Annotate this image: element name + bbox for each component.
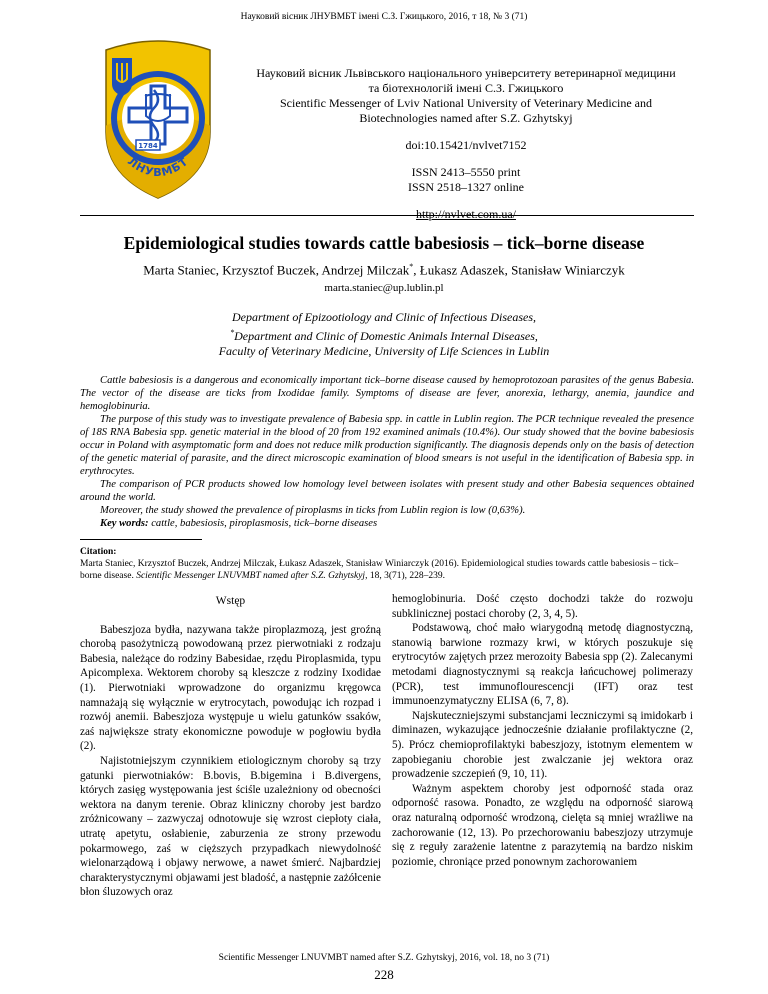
citation [80, 546, 694, 582]
journal-name-ua-2: та біотехнологій імені С.З. Гжицького [368, 81, 564, 95]
keywords [80, 517, 694, 530]
citation-body [80, 558, 694, 582]
body-right-p2: Najskuteczniejszymi substancjami leczniczymi są imidokarb i diminazen, wykazujące jednocześnie działanie profilaktyczne (2, 5). Prócz chemioprofilaktyki babeszjozy, istotnym elementem w zapobieganiu chorobie jest zwalczanie jej wektora oraz prowadzenie szczepień (9, 10, 11). [392, 709, 693, 781]
left-column [80, 592, 381, 900]
abstract-p4: Moreover, the study showed the prevalence of piroplasms in ticks from Lublin region is low (0,63%). [100, 505, 526, 516]
body-left-p1: Babeszjoza bydła, nazywana także piroplazmozą, jest groźną chorobą pasożytniczą powodowaną przez pierwotniaki z rodzaju Babesia, należące do rodziny Babesidae, rzędu Piroplasmida, typu Apicomplexa. Wektorem choroby są kleszcze z rodziny Ixodidae (1). Pierwotniaki wprowadzone do organizmu kręgowca namnażają się wyłącznie w erytrocytach, powodując ich rozpad i rozwój anemii. Babeszjoza występuje u wielu gatunków ssaków, zaś największe straty ekonomiczne powoduje w pogłowiu bydła (2). [80, 623, 381, 753]
header-divider [80, 215, 694, 216]
authors [60, 262, 708, 278]
journal-name-ua-1: Науковий вісник Львівського національного університету ветеринарної медицини [256, 66, 676, 80]
body-right-p1: Podstawową, choć mało wiarygodną metodę diagnostyczną, stanowią barwione rozmazy krwi, w których poszukuje się erytrocytów zajętych przez merozoity Babesia spp (2). Zalecanymi metodami diagnostycznymi są reakcja łańcuchowej polimerazy (PCR), test immunoflourescencji (IFT) oraz test immunoenzymatyczny ELISA (6, 7, 8). [392, 622, 693, 708]
journal-url-link[interactable]: http://nvlvet.com.ua/ [416, 207, 516, 221]
author-email: marta.staniec@up.lublin.pl [324, 282, 444, 294]
running-header: Науковий вісник ЛНУВМБТ імені С.З. Гжицького, 2016, т 18, № 3 (71) [240, 12, 528, 22]
body-right-p3: Ważnym aspektem choroby jest odporność stada oraz odporność rasowa. Ponadto, ze względu na odporność siarową oraz naturalną odporność wrodzoną, cielęta są mniej wrażliwe na zachorowanie (12, 13). Po przechorowaniu babeszjozy utrzymuje się z reguły zarażenie latentne z parazytemią na bardzo niskim poziomie, chroniące przed ponownym zachorowaniem [392, 782, 693, 868]
authors-sup: * [409, 262, 414, 271]
authors-part2: , Łukasz Adaszek, Stanisław Winiarczyk [413, 262, 625, 278]
affiliation-2-text: Department and Clinic of Domestic Animals Internal Diseases, [234, 329, 538, 343]
affiliation-2 [60, 325, 708, 344]
keywords-text: cattle, babesiosis, piroplasmosis, tick–borne diseases [148, 518, 378, 529]
citation-label: Citation: [80, 547, 117, 557]
logo-year: 1784 [138, 142, 158, 150]
article-title: Epidemiological studies towards cattle babesiosis – tick–borne disease [123, 233, 645, 253]
university-logo [98, 36, 218, 202]
issn-online: ISSN 2518–1327 online [407, 180, 524, 194]
journal-name-en-2: Biotechnologies named after S.Z. Gzhytskyj [359, 111, 573, 125]
journal-info [236, 66, 696, 222]
citation-journal: Scientific Messenger LNUVMBT named after S.Z. Gzhytskyj [136, 571, 366, 581]
authors-part1: Marta Staniec, Krzysztof Buczek, Andrzej Milczak [143, 262, 410, 278]
page-footer: Scientific Messenger LNUVMBT named after S.Z. Gzhytskyj, 2016, vol. 18, no 3 (71) [218, 953, 550, 963]
affiliations [60, 310, 708, 359]
footnote-divider [80, 539, 202, 540]
affiliation-2-sup: * [230, 328, 235, 337]
abstract-p1: Cattle babesiosis is a dangerous and economically important tick–borne disease caused by hemoprotozoan parasites of the genus Babesia. The vector of the disease are ticks from Ixodidae family. Symptoms of disease are fever, anorexia, lethargy, anemia, jaundice and hemoglobinuria. [80, 375, 694, 412]
body-right-p0: hemoglobinuria. Dość często dochodzi także do rozwoju subklinicznej postaci choroby (2, 3, 4, 5). [392, 593, 693, 620]
abstract-p3: The comparison of PCR products showed low homology level between isolates with present study and other Babesia sequences obtained around the world. [80, 479, 694, 503]
affiliation-1: Department of Epizootiology and Clinic of Infectious Diseases, [232, 310, 536, 324]
citation-tail: , 18, 3(71), 228–239. [365, 571, 446, 581]
citation-text: Marta Staniec, Krzysztof Buczek, Andrzej Milczak, Łukasz Adaszek, Stanisław Winiarczyk (2016). Epidemiological studies towards cattle babesiosis – tick–borne disease. [80, 559, 679, 581]
keywords-label: Key words: [100, 518, 149, 529]
logo-ring-text: ЛНУВМБТ [125, 154, 191, 180]
journal-name-en-1: Scientific Messenger of Lviv National University of Veterinary Medicine and [279, 96, 652, 110]
abstract-p2: The purpose of this study was to investigate prevalence of Babesia spp. in cattle in Lublin region. The PCR technique revealed the presence of 18S RNA Babesia spp. genetic material in the blood of 20 from 192 examined animals (10.4%). Our study showed that the bovine babesiosis occur in Poland with asymptomatic form and does not reduce milk production significantly. The diagnosis depends only on the basis of detection of the genetic material of parasite, and the direct microscopic examination of blood smears is not useful in the identification of Babesia spp. in erythrocytes. [80, 414, 694, 477]
right-column [392, 592, 693, 869]
page-number: 228 [374, 967, 394, 982]
body-left-p2: Najistotniejszym czynnikiem etiologicznym choroby są trzy gatunki pierwotniaków: B.bovis, B.bigemina i B.divergens, których zasięg występowania jest ściśle uzależniony od obecności wektora na danym terenie. Obraz kliniczny choroby jest bardzo zróżnicowany – zazwyczaj odnotowuje się wzrost ciepłoty ciała, utratę apetytu, osłabienie, zaburzenia ze strony przewodu pokarmowego, zaś w cięższych przypadkach niewydolność wielonarządową i objawy nerwowe, a nawet śmierć. Najbardziej charakterystycznymi objawami jest bladość, a następnie zażółcenie błon śluzowych oraz [80, 754, 382, 899]
abstract [80, 374, 694, 530]
issn-print: ISSN 2413–5550 print [411, 165, 521, 179]
section-heading: Wstęp [215, 595, 246, 607]
affiliation-3: Faculty of Veterinary Medicine, University of Life Sciences in Lublin [218, 344, 550, 358]
doi: doi:10.15421/nvlvet7152 [405, 138, 527, 152]
